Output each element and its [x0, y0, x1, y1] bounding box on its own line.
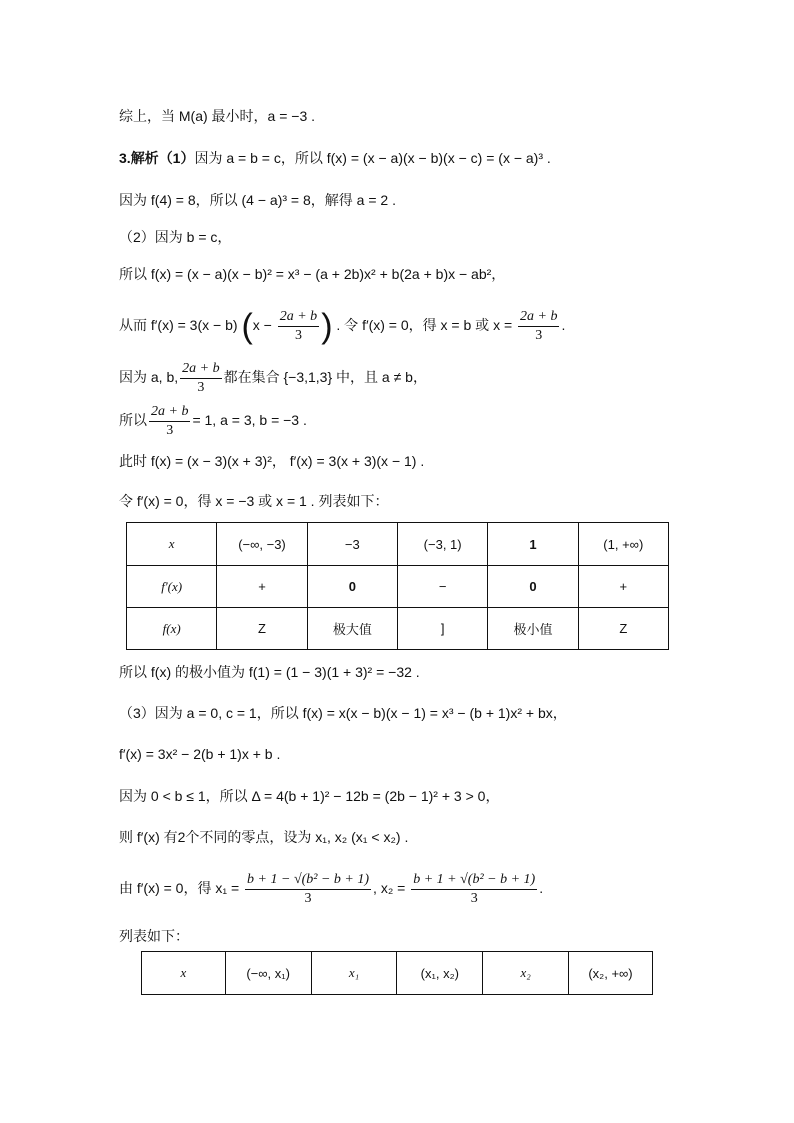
problem-number: 3. — [119, 150, 131, 166]
table-cell: 1 — [488, 523, 578, 566]
derivative-zero-text: . 令 f′(x) = 0，得 x = b 或 x = — [336, 317, 513, 333]
text-line-part3: （3）因为 a = 0, c = 1，所以 f(x) = x(x − b)(x − 1) = x³ − (b + 1)x² + bx， — [119, 705, 567, 721]
table-cell: x — [142, 952, 226, 995]
text-line-part3-derivative: f′(x) = 3x² − 2(b + 1)x + b . — [119, 746, 281, 762]
table-cell: 0 — [307, 566, 397, 608]
period: . — [561, 317, 566, 333]
condition-prefix: 因为 a, b, — [119, 369, 179, 385]
roots-separator: , x₂ = — [373, 880, 406, 896]
table-cell: 极小值 — [488, 608, 578, 650]
values-suffix: = 1, a = 3, b = −3 . — [192, 412, 307, 428]
text-line-part2: （2）因为 b = c， — [119, 229, 232, 245]
roots-prefix: 由 f′(x) = 0，得 x₁ = — [119, 880, 240, 896]
table-row — [127, 608, 669, 650]
table-cell: 0 — [488, 566, 578, 608]
table-row — [127, 566, 669, 608]
text-line-discriminant: 因为 0 < b ≤ 1，所以 Δ = 4(b + 1)² − 12b = (2b − 1)² + 3 > 0， — [119, 788, 500, 804]
monotonicity-table — [126, 522, 669, 650]
table-row — [127, 523, 669, 566]
table-cell: x₂ — [483, 952, 569, 995]
text-line-conclusion: 综上，当 M(a) 最小时，a = −3 . — [119, 108, 316, 124]
table-cell: (−∞, x₁) — [225, 952, 311, 995]
fraction-critical-point: $\frac{2a + b}{3}$ — [520, 308, 558, 343]
text-line-derivative — [119, 305, 565, 345]
table-cell: + — [217, 566, 307, 608]
part-label: （1） — [158, 150, 195, 166]
text-line-table-intro: 令 f′(x) = 0，得 x = −3 或 x = 1 . 列表如下： — [119, 493, 389, 509]
text-line-set-condition — [119, 357, 427, 397]
table-cell: + — [578, 566, 668, 608]
text-line-solution-part1 — [119, 148, 551, 168]
text-line-values — [119, 400, 307, 440]
text-line-local-min: 所以 f(x) 的极小值为 f(1) = (1 − 3)(1 + 3)² = −32 . — [119, 664, 420, 680]
table-cell: −3 — [307, 523, 397, 566]
table-cell: f(x) — [127, 608, 217, 650]
table-cell: Z — [578, 608, 668, 650]
table-cell: x₁ — [311, 952, 397, 995]
text-line-solve-a: 因为 f(4) = 8，所以 (4 − a)³ = 8，解得 a = 2 . — [119, 192, 396, 208]
solution-text: 因为 a = b = c，所以 f(x) = (x − a)(x − b)(x − c) = (x − a)³ . — [194, 150, 551, 166]
period: . — [539, 880, 544, 896]
table-cell: 极大值 — [307, 608, 397, 650]
derivative-text: 从而 f′(x) = 3(x − b) — [119, 317, 238, 333]
paren-open: ( — [241, 307, 253, 346]
roots-table — [141, 951, 653, 995]
table-cell: ] — [397, 608, 487, 650]
fraction-equals-one: $\frac{2a + b}{3}$ — [151, 403, 189, 438]
text-line-table-intro-2: 列表如下： — [119, 928, 189, 944]
text-line-two-zeros: 则 f′(x) 有2个不同的零点，设为 x₁, x₂ (x₁ < x₂) . — [119, 829, 409, 845]
fraction-root-x1: $\frac{\text{b + 1 − √(b² − b + 1)}}{3}$ — [247, 871, 370, 906]
table-cell: x — [127, 523, 217, 566]
fraction-condition: $\frac{2a + b}{3}$ — [182, 360, 220, 395]
values-prefix: 所以 — [119, 412, 147, 428]
fraction-2a-plus-b: $\frac{2a + b}{3}$ — [279, 308, 318, 343]
table-cell: (x₁, x₂) — [397, 952, 483, 995]
table-cell: (1, +∞) — [578, 523, 668, 566]
table-cell: (−3, 1) — [397, 523, 487, 566]
text-line-expand: 所以 f(x) = (x − a)(x − b)² = x³ − (a + 2b)x² + b(2a + b)x − ab²， — [119, 266, 506, 282]
table-cell: Z — [217, 608, 307, 650]
fraction-root-x2: $\frac{\text{b + 1 + √(b² − b + 1)}}{3}$ — [413, 871, 536, 906]
table-cell: − — [397, 566, 487, 608]
table-row — [142, 952, 653, 995]
derivative-inner: x − — [252, 317, 272, 333]
text-line-roots — [119, 866, 543, 910]
table-cell: (−∞, −3) — [217, 523, 307, 566]
solution-label: 解析 — [130, 150, 159, 166]
text-line-function-now: 此时 f(x) = (x − 3)(x + 3)²， f′(x) = 3(x + 3)(x − 1) . — [119, 453, 425, 469]
condition-suffix: 都在集合 {−3,1,3} 中，且 a ≠ b， — [223, 369, 427, 385]
paren-close: ) — [321, 307, 333, 346]
table-cell: (x₂, +∞) — [569, 952, 653, 995]
table-cell: f′(x) — [127, 566, 217, 608]
